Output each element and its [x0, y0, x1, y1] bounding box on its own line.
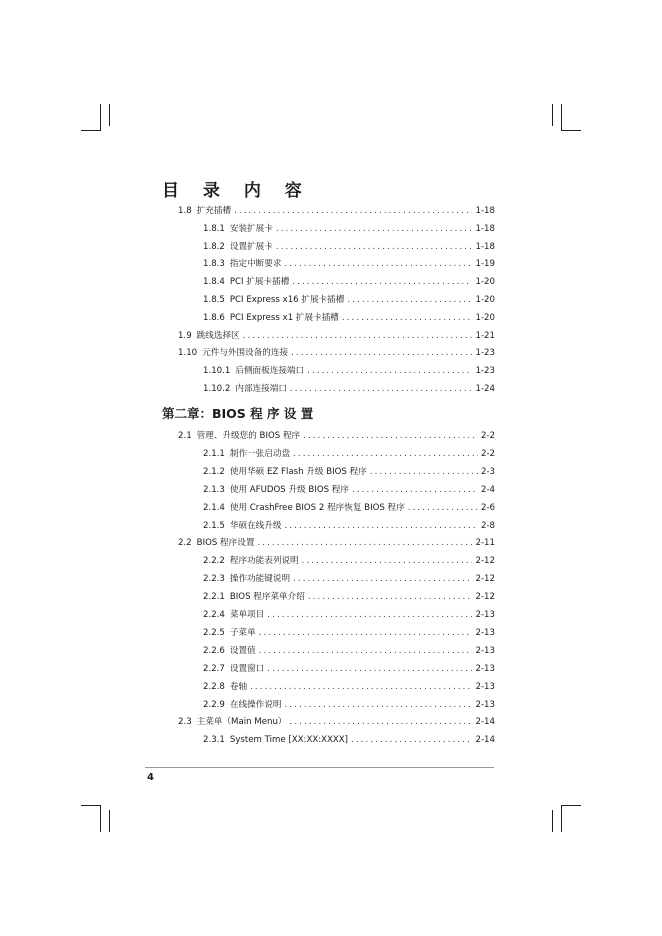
toc-entry-number: 1.10.2	[203, 384, 231, 394]
toc-entry-number: 1.8.4	[203, 277, 225, 288]
toc-entry-page: 2-13	[475, 681, 495, 692]
toc-entry-number: 2.2.4	[203, 610, 225, 620]
dot-leader	[303, 430, 478, 442]
toc-entry-page: 1-23	[475, 366, 495, 377]
toc-entry-page: 2-12	[475, 556, 495, 567]
toc-entry	[203, 573, 495, 585]
toc-entry	[203, 383, 495, 395]
toc-entry-page: 2-14	[475, 717, 495, 728]
dot-leader	[291, 347, 472, 359]
toc-entry-number: 2.3.1	[203, 735, 225, 746]
toc-entry-number: 2.1.1	[203, 448, 225, 459]
toc-entry	[203, 223, 495, 235]
dot-leader	[290, 383, 473, 395]
toc-entry-page: 2-14	[475, 735, 495, 746]
page-number: 4	[147, 772, 154, 783]
dot-leader	[293, 573, 472, 585]
toc-entry-title: 程序功能表列说明	[229, 556, 299, 567]
toc-entry-page: 2-13	[475, 610, 495, 620]
toc-entry-title: PCI Express x1 扩展卡插槽	[229, 312, 339, 323]
toc-entry-title: 后侧面板连接端口	[235, 366, 305, 377]
toc-entry-page: 2-13	[475, 699, 495, 710]
dot-leader	[250, 681, 472, 693]
toc-entry-number: 2.2.5	[203, 627, 225, 638]
toc-entry	[178, 205, 495, 217]
dot-leader	[351, 734, 472, 746]
toc-entry-page: 2-4	[480, 484, 495, 495]
dot-leader	[259, 645, 473, 657]
toc-entry	[203, 294, 495, 306]
toc-entry-page: 2-8	[480, 520, 495, 531]
toc-entry-title: 扩充插槽	[196, 206, 232, 216]
toc-entry-number: 1.8.6	[203, 312, 225, 323]
dot-leader	[307, 365, 472, 377]
toc-entry-number: 2.2.2	[203, 556, 225, 567]
toc-entry-number: 2.2.6	[203, 645, 225, 656]
dot-leader	[267, 663, 472, 675]
toc-entry	[203, 484, 495, 496]
toc-entry-page: 2-11	[475, 538, 495, 549]
toc-entry-number: 2.1.3	[203, 484, 225, 495]
toc-entry-title: 华硕在线升级	[229, 520, 282, 531]
toc-entry-title: 使用 CrashFree BIOS 2 程序恢复 BIOS 程序	[229, 502, 405, 513]
toc-entry-title: BIOS 程序设置	[196, 538, 255, 549]
toc-entry-title: 指定中断要求	[229, 259, 282, 270]
dot-leader	[342, 312, 473, 324]
toc-entry-page: 2-2	[480, 431, 495, 441]
dot-leader	[308, 591, 473, 603]
toc-entry-title: 设置窗口	[229, 663, 265, 674]
dot-leader	[292, 276, 472, 288]
dot-leader	[284, 258, 472, 270]
toc-entry-page: 1-20	[475, 295, 495, 305]
toc-entry	[203, 365, 495, 377]
toc-entry-title: 操作功能键说明	[229, 574, 291, 585]
dot-leader	[243, 330, 473, 342]
footer-rule	[145, 767, 494, 768]
toc-entry-page: 1-18	[475, 223, 495, 234]
toc-entry	[178, 330, 495, 342]
toc-entry	[203, 645, 495, 657]
toc-entry-title: 元件与外围设备的连接	[202, 348, 289, 359]
toc-entry-title: 跳线选择区	[196, 330, 240, 341]
toc-entry-number: 2.2.3	[203, 574, 225, 585]
toc-entry	[203, 241, 495, 253]
toc-entry-page: 2-12	[475, 574, 495, 585]
toc-entry-page: 1-21	[475, 330, 495, 341]
toc-entry-number: 2.3	[178, 717, 192, 728]
toc-entry	[203, 627, 495, 639]
toc-entry-number: 1.8	[178, 206, 192, 216]
toc-entry-title: PCI 扩展卡插槽	[229, 277, 290, 288]
dot-leader	[267, 609, 472, 621]
toc-entry	[203, 520, 495, 532]
toc-entry-page: 2-2	[480, 448, 495, 459]
toc-entry	[178, 347, 495, 359]
toc-entry	[203, 734, 495, 746]
toc-entry-title: 子菜单	[229, 627, 256, 638]
toc-entry-title: 主菜单（Main Menu）	[196, 717, 287, 728]
toc-entry	[203, 681, 495, 693]
toc-entry-page: 1-18	[475, 241, 495, 252]
toc-entry	[203, 312, 495, 324]
toc-entry	[203, 663, 495, 675]
toc-entry-page: 1-18	[475, 206, 495, 216]
toc-entry-title: 设置值	[229, 645, 256, 656]
toc-entry-title: 使用华硕 EZ Flash 升级 BIOS 程序	[229, 466, 367, 477]
toc-entry	[203, 555, 495, 567]
toc-entry-number: 2.2.7	[203, 663, 225, 674]
dot-leader	[289, 716, 472, 728]
toc-entry	[203, 258, 495, 270]
toc-entry-page: 2-13	[475, 645, 495, 656]
toc-entry-page: 2-13	[475, 627, 495, 638]
toc-entry-title: 菜单项目	[229, 610, 265, 620]
toc-entry-number: 2.1.5	[203, 520, 225, 531]
dot-leader	[284, 520, 478, 532]
toc-entry-number: 1.10	[178, 348, 198, 359]
toc-entry	[203, 591, 495, 603]
dot-leader	[276, 241, 473, 253]
toc-entry-page: 1-20	[475, 277, 495, 288]
toc-entry-title: BIOS 程序菜单介绍	[229, 592, 305, 603]
toc-entry-title: 卷轴	[229, 681, 248, 692]
page-title: 目 录 内 容	[162, 181, 311, 201]
toc-entry-number: 2.2.1	[203, 592, 225, 603]
toc-entry-number: 1.10.1	[203, 366, 231, 377]
toc-entry-page: 2-12	[475, 592, 495, 603]
toc-entry-number: 2.1.4	[203, 502, 225, 513]
dot-leader	[347, 294, 472, 306]
toc-entry	[203, 699, 495, 711]
toc-entry-number: 1.9	[178, 330, 192, 341]
toc-entry-number: 1.8.2	[203, 241, 225, 252]
dot-leader	[276, 223, 473, 235]
toc-entry-title: System Time [XX:XX:XXXX]	[229, 735, 349, 746]
dot-leader	[408, 502, 478, 514]
chapter-heading: 第二章：BIOS 程 序 设 置	[162, 406, 314, 421]
toc-entry-page: 2-3	[480, 466, 495, 477]
dot-leader	[284, 699, 472, 711]
toc-entry-number: 1.8.1	[203, 223, 225, 234]
toc-entry-page: 2-13	[475, 663, 495, 674]
toc-entry-number: 1.8.5	[203, 295, 225, 305]
toc-entry-number: 1.8.3	[203, 259, 225, 270]
toc-entry-title: 使用 AFUDOS 升级 BIOS 程序	[229, 484, 349, 495]
toc-entry-title: 管理、升级您的 BIOS 程序	[196, 431, 301, 441]
toc-entry	[203, 502, 495, 514]
toc-entry-number: 2.1.2	[203, 466, 225, 477]
toc-entry-title: PCI Express x16 扩展卡插槽	[229, 295, 345, 305]
toc-entry	[203, 448, 495, 460]
toc-entry-title: 安装扩展卡	[229, 223, 273, 234]
dot-leader	[234, 205, 472, 217]
dot-leader	[257, 537, 472, 549]
dot-leader	[370, 466, 478, 478]
toc-entry	[178, 716, 495, 728]
toc-entry	[203, 466, 495, 478]
toc-entry-number: 2.2.9	[203, 699, 225, 710]
dot-leader	[302, 555, 473, 567]
dot-leader	[293, 448, 478, 460]
toc-entry-page: 2-6	[480, 502, 495, 513]
toc-entry	[203, 276, 495, 288]
toc-entry-page: 1-24	[475, 384, 495, 394]
toc-entry-page: 1-20	[475, 312, 495, 323]
toc-entry-title: 设置扩展卡	[229, 241, 273, 252]
toc-entry	[178, 537, 495, 549]
toc-entry-number: 2.2	[178, 538, 192, 549]
toc-entry-title: 在线操作说明	[229, 699, 282, 710]
toc-entry-title: 内部连接端口	[235, 384, 287, 394]
toc-entry	[178, 430, 495, 442]
dot-leader	[352, 484, 478, 496]
toc-entry-number: 2.1	[178, 431, 192, 441]
dot-leader	[259, 627, 473, 639]
toc-entry-page: 1-19	[475, 259, 495, 270]
toc-entry	[203, 609, 495, 621]
toc-entry-title: 制作一张启动盘	[229, 448, 291, 459]
toc-entry-page: 1-23	[475, 348, 495, 359]
toc-entry-number: 2.2.8	[203, 681, 225, 692]
